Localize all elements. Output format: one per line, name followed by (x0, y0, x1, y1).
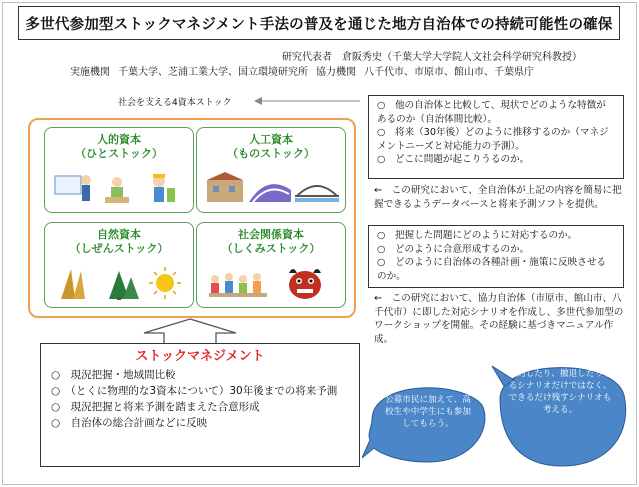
capital-box-human (44, 127, 194, 213)
note-workshop: ← この研究において、協力自治体（市原市、館山市、八千代市）に即した対応シナリオを作成し、多世代参加型のワークショップを開催。その経験に基づきマニュアル作成。 (374, 293, 624, 345)
up-arrow-icon (140, 317, 240, 345)
question-item: ○ 把握した問題にどのように対応するのか。 (377, 230, 578, 241)
nature-illustration (53, 265, 187, 301)
capital-box-social (196, 222, 346, 308)
capital-box-natural (44, 222, 194, 308)
representative-line: 研究代表者 倉阪秀史（千葉大学大学院人文社会科学研究科教授） (282, 52, 582, 63)
bubble-scenarios: 集約したり、撤退したりするシナリオだけではなく、できるだけ残すシナリオも考える。 (508, 369, 612, 415)
bubble-participants: 公募市民に加えて、高校生や中学生にも参加してもらう。 (385, 395, 471, 429)
stocks-arrow (252, 96, 362, 106)
slide-title: 多世代参加型ストックマネジメント手法の普及を通じた地方自治体での持続可能性の確保 (18, 6, 620, 40)
implementing-orgs: 千葉大学、芝浦工業大学、国立環境研究所 (118, 67, 308, 78)
stock-management-item: ○ （とくに物理的な3資本について）30年後までの将来予測 (51, 385, 338, 397)
stock-management-box (40, 343, 360, 467)
capital-title: 人工資本 (249, 133, 293, 146)
note-database: ← この研究において、全自治体が上記の内容を簡易に把握できるようデータベースと将来予測ソフトを提供。 (374, 185, 622, 210)
question-item: ○ どのように合意形成するのか。 (377, 243, 530, 255)
institutions-line (70, 63, 542, 78)
implementing-label: 実施機関 (70, 67, 110, 78)
capital-title: 社会関係資本 (238, 228, 304, 241)
question-item: ○ 他の自治体と比較して、現状でどのような特徴があるのか（自治体間比較）。 (377, 100, 606, 125)
stock-management-item: ○ 現況把握と将来予測を踏まえた合意形成 (51, 401, 260, 413)
questions-box-response (368, 225, 624, 288)
capital-subtitle: （ものストック） (227, 147, 315, 160)
capital-subtitle: （しぜんストック） (69, 242, 169, 255)
question-item: ○ どこに問題が起こりうるのか。 (377, 154, 530, 165)
stock-management-title: ストックマネジメント (135, 349, 265, 364)
community-illustration (205, 265, 339, 301)
stocks-label: 社会を支える4資本ストック (118, 98, 232, 108)
question-item: ○ 将来（30年後）どのように推移するのか（マネジメントニーズと対応能力の予測）。 (377, 127, 609, 152)
questions-box-assessment (368, 95, 624, 179)
cooperating-orgs: 八千代市、市原市、館山市、千葉県庁 (364, 67, 534, 78)
capital-title: 人的資本 (97, 133, 141, 146)
stock-management-item: ○ 自治体の総合計画などに反映 (51, 417, 208, 429)
capital-subtitle: （しくみストック） (221, 242, 321, 255)
cooperating-label: 協力機関 (316, 67, 356, 78)
stock-management-item: ○ 現況把握・地域間比較 (51, 369, 176, 381)
capital-box-manufactured (196, 127, 346, 213)
buildings-illustration (205, 170, 339, 206)
question-item: ○ どのように自治体の各種計画・施策に反映させるのか。 (377, 257, 607, 282)
capital-title: 自然資本 (97, 228, 141, 241)
people-illustration (53, 170, 187, 206)
capital-subtitle: （ひとストック） (75, 147, 163, 160)
